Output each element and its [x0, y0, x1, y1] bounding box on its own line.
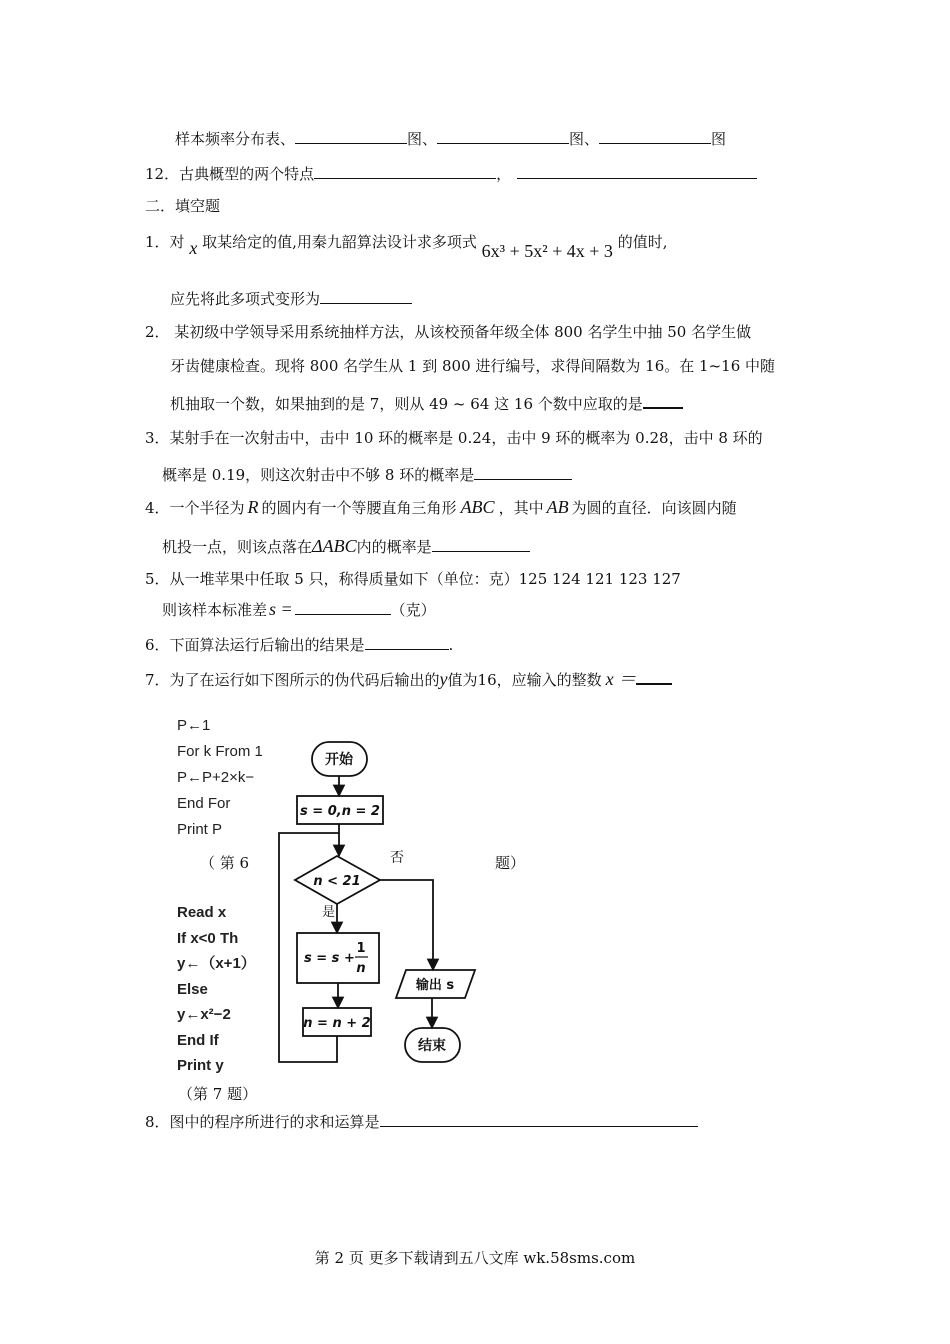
q12 — [145, 162, 757, 185]
q4-triangle: ΔABC — [312, 536, 357, 556]
q1-c: 的值时, — [617, 233, 668, 251]
q7-y: y — [439, 669, 448, 689]
q11-blank-1[interactable] — [295, 127, 407, 144]
code7-line-5: y←x²−2 — [177, 1006, 231, 1023]
code6-line-1: P←1 — [177, 717, 211, 734]
code6-line-2: For k From 1 — [177, 743, 263, 760]
caption-q6-b: 题） — [495, 854, 526, 872]
q12-text: 12．古典概型的两个特点 — [145, 165, 315, 183]
q1-line1 — [145, 230, 668, 261]
code7-line-1: Read x — [177, 904, 227, 921]
section-title: 二．填空题 — [145, 197, 221, 215]
q7-x-eq: x ＝ — [605, 669, 637, 689]
q2-line2: 牙齿健康检查。现将 800 名学生从 1 到 800 进行编号，求得间隔数为 16。在 1~16 中随 — [170, 357, 776, 375]
code7-line-3: y←（x+1） — [177, 955, 256, 972]
q4-R: R — [247, 497, 259, 517]
fc-no-label: 否 — [390, 850, 404, 866]
q2-blank[interactable] — [643, 391, 683, 409]
q12-blank-2[interactable] — [517, 162, 757, 179]
code6-line-4: End For — [177, 795, 231, 812]
q11-continuation — [175, 127, 726, 150]
q4-ABC: ABC — [460, 497, 495, 517]
q4-b: 的圆内有一个等腰直角三角形 — [261, 499, 457, 517]
q8-blank[interactable] — [380, 1110, 698, 1127]
q11-blank-2[interactable] — [437, 127, 569, 144]
q3-blank[interactable] — [474, 463, 572, 480]
caption-q7: （第 7 题） — [178, 1085, 258, 1103]
pseudocode-q7 — [177, 900, 256, 1079]
q4-AB: AB — [546, 497, 569, 517]
q7-blank[interactable] — [636, 667, 672, 685]
q6-blank[interactable] — [365, 633, 449, 650]
fc-init-label: s = 0,n = 2 — [300, 804, 380, 819]
q6 — [145, 633, 453, 656]
page-footer: 第 2 页 更多下载请到五八文库 wk.58sms.com — [314, 1249, 636, 1267]
code7-line-2: If x<0 Th — [177, 929, 239, 947]
q4-a: 4．一个半径为 — [145, 499, 245, 517]
q1-var-x: x — [189, 238, 198, 258]
q3-line2-text: 概率是 0.19，则这次射击中不够 8 环的概率是 — [162, 466, 475, 484]
fc-frac-den: n — [356, 961, 366, 976]
q5-blank[interactable] — [295, 598, 391, 615]
q5-l2a: 则该样本标准差 — [162, 601, 268, 619]
fc-edge-no — [380, 880, 433, 970]
q1-polynomial: 6x³ + 5x² + 4x + 3 — [481, 241, 613, 261]
q5-l2b: （克） — [390, 601, 436, 619]
q7-a: 7．为了在运行如下图所示的伪代码后输出的 — [145, 671, 440, 689]
q4-blank[interactable] — [432, 535, 530, 552]
fc-output-label: 输出 s — [415, 978, 455, 993]
q2-line3-text: 机抽取一个数，如果抽到的是 7，则从 49 ~ 64 这 16 个数中应取的是 — [170, 395, 643, 413]
q2-line1: 2． 某初级中学领导采用系统抽样方法，从该校预备年级全体 800 名学生中抽 50 名学生做 — [145, 323, 752, 341]
code7-line-4: Else — [177, 980, 208, 998]
caption-q6-a: （ 第 6 — [200, 854, 250, 872]
code7-line-7: Print y — [177, 1057, 224, 1074]
fc-frac-num: 1 — [356, 941, 366, 956]
pseudocode-q6 — [177, 713, 263, 843]
q4-line1 — [145, 496, 737, 519]
fc-yes-label: 是 — [322, 905, 336, 920]
q1-a: 1．对 — [145, 233, 185, 251]
q6-text: 6．下面算法运行后输出的结果是 — [145, 636, 365, 654]
fc-update-n-label: n = n + 2 — [303, 1016, 371, 1031]
q11-lead: 样本频率分布表、 — [175, 130, 296, 148]
q3-line2 — [162, 463, 572, 486]
q7-b: 值为16，应输入的整数 — [447, 671, 602, 689]
code6-line-3: P←P+2×k− — [177, 769, 255, 786]
q11-fig3: 图 — [711, 130, 727, 148]
q1-line2 — [170, 287, 412, 310]
q3-line1: 3．某射手在一次射击中，击中 10 环的概率是 0.24，击中 9 环的概率为 0.28，击中 8 环的 — [145, 429, 763, 447]
q1-line2-text: 应先将此多项式变形为 — [170, 290, 321, 308]
q4-l2a: 机投一点，则该点落在 — [162, 538, 313, 556]
fc-end-label: 结束 — [418, 1038, 446, 1054]
fc-start-label: 开始 — [325, 752, 353, 768]
q11-fig2: 图、 — [569, 130, 600, 148]
code7-line-6: End If — [177, 1031, 219, 1049]
q12-sep: ， — [496, 165, 512, 183]
q5-line1: 5．从一堆苹果中任取 5 只，称得质量如下（单位：克）125 124 121 123 127 — [145, 570, 681, 588]
q4-c: ，其中 — [498, 499, 544, 517]
q8 — [145, 1110, 698, 1133]
q12-blank-1[interactable] — [314, 162, 496, 179]
q4-l2b: 内的概率是 — [356, 538, 432, 556]
q1-blank[interactable] — [320, 287, 412, 304]
q4-d: 为圆的直径．向该圆内随 — [571, 499, 737, 517]
q2-line3 — [170, 391, 683, 415]
fc-update-s-label: s = s + — [304, 951, 355, 966]
code6-line-5: Print P — [177, 821, 223, 838]
q7 — [145, 667, 672, 691]
q5-line2 — [162, 598, 436, 621]
q5-s-eq: s = — [269, 599, 293, 619]
flowchart — [270, 730, 530, 1075]
q11-fig1: 图、 — [407, 130, 438, 148]
q1-b: 取某给定的值,用秦九韶算法设计求多项式 — [202, 233, 477, 251]
q8-text: 8．图中的程序所进行的求和运算是 — [145, 1113, 380, 1131]
q4-line2 — [162, 535, 530, 558]
fc-decision-label: n < 21 — [313, 874, 361, 889]
q6-period: . — [448, 636, 454, 654]
q11-blank-3[interactable] — [599, 127, 711, 144]
